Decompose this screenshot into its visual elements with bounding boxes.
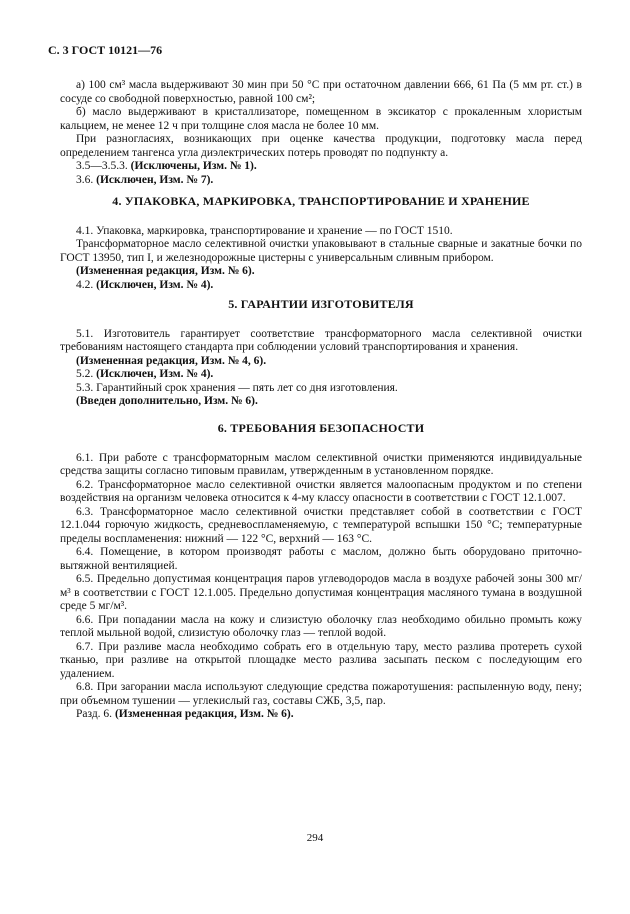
amendment-note: (Исключен, Изм. № 4).: [96, 368, 214, 380]
amendment-note: (Измененная редакция, Изм. № 6).: [114, 708, 294, 720]
section-5: [60, 298, 582, 409]
paragraph-4-2: [60, 279, 582, 293]
section-4: [60, 195, 582, 292]
amendment-note: (Исключен, Изм. № 7).: [96, 173, 214, 186]
paragraph-6-3: 6.3. Трансформаторное масло селективной очистки представляет собой в соответствии с ГОСТ 12.1.044 горючую жидкость, средневоспламеняемую, с температурой вспышки 150 °С; температурные пределы воспламенения: нижний — 122 °С, верхний — 163 °С.: [60, 505, 582, 545]
clause-number: 3.6.: [76, 173, 94, 186]
amendment-note: (Измененная редакция, Изм. № 4, 6).: [76, 354, 267, 367]
clause-number: 4.2.: [76, 278, 94, 291]
paragraph-6-4: 6.4. Помещение, в котором производят работы с маслом, должно быть оборудовано приточно-вытяжной вентиляцией.: [60, 546, 582, 572]
clause-number: 3.5—3.5.3.: [76, 160, 128, 172]
paragraph-5-3: 5.3. Гарантийный срок хранения — пять лет со дня изготовления.: [76, 381, 398, 394]
clause-number: Разд. 6.: [76, 708, 113, 720]
section-5-heading: 5. ГАРАНТИИ ИЗГОТОВИТЕЛЯ: [228, 297, 414, 311]
paragraph-6-7: 6.7. При разливе масла необходимо собрать его в отдельную тару, место разлива протереть сухой тканью, при разливе на открытой площадке место разлива засыпать песком с последующим его удалением.: [60, 640, 582, 680]
paragraph-3-6: [60, 174, 582, 188]
paragraph-4-1-packaging: Трансформаторное масло селективной очистки упаковывают в стальные сварные и закатные бочки по ГОСТ 13950, тип I, и железнодорожные цистерны с универсальным сливным прибором.: [60, 238, 582, 264]
paragraph-section-6-note: [60, 708, 582, 722]
paragraph-6-5: 6.5. Предельно допустимая концентрация паров углеводородов масла в воздухе рабочей зоны 300 мг/м³ в соответствии с ГОСТ 12.1.005. Предельно допустимая концентрация масляного тумана в воздушной среде 5 мг/м³.: [60, 573, 582, 612]
section-6-heading: 6. ТРЕБОВАНИЯ БЕЗОПАСНОСТИ: [217, 421, 425, 435]
paragraph-3-5: [60, 160, 582, 174]
page-header: С. 3 ГОСТ 10121—76: [48, 43, 163, 57]
amendment-note: (Измененная редакция, Изм. № 6).: [76, 265, 255, 277]
section-4-heading: 4. УПАКОВКА, МАРКИРОВКА, ТРАНСПОРТИРОВАНИЕ И ХРАНЕНИЕ: [112, 194, 530, 208]
paragraph-disagreement: При разногласиях, возникающих при оценке качества продукции, подготовку масла перед определением тангенса угла диэлектрических потерь проводят по подпункту а.: [60, 133, 582, 159]
paragraph-b: б) масло выдерживают в кристаллизаторе, помещенном в эксикатор с прокаленным хлористым кальцием, не менее 12 ч при толщине слоя масла не более 10 мм.: [60, 106, 582, 132]
amendment-note: (Введен дополнительно, Изм. № 6).: [76, 395, 258, 407]
section-6: [60, 422, 582, 722]
paragraph-4-1: 4.1. Упаковка, маркировка, транспортирование и хранение — по ГОСТ 1510.: [76, 224, 453, 237]
paragraph-5-2: [60, 368, 582, 382]
amendment-note: (Исключены, Изм. № 1).: [130, 160, 257, 172]
paragraph-6-8: 6.8. При загорании масла используют следующие средства пожаротушения: распыленную воду, пену; при объемном тушении — углекислый газ, составы СЖБ, 3,5, пар.: [60, 681, 582, 707]
paragraph-6-6: 6.6. При попадании масла на кожу и слизистую оболочку глаз необходимо обильно промыть кожу теплой мыльной водой, слизистую оболочку глаз — теплой водой.: [60, 613, 582, 639]
paragraph-a: а) 100 см³ масла выдерживают 30 мин при 50 °С при остаточном давлении 666, 61 Па (5 мм рт. ст.) в сосуде со свободной поверхностью, равной 100 см²;: [60, 79, 582, 105]
clause-number: 5.2.: [76, 368, 94, 380]
paragraph-6-1: 6.1. При работе с трансформаторным маслом селективной очистки применяются индивидуальные средства защиты согласно типовым правилам, утвержденным в установленном порядке.: [60, 451, 582, 477]
amendment-note: (Исключен, Изм. № 4).: [96, 278, 214, 291]
subsection-3-block: [60, 79, 582, 187]
paragraph-6-2: 6.2. Трансформаторное масло селективной очистки является малоопасным продуктом и по степени воздействия на организм человека относится к 4-му классу опасности в соответствии с ГОСТ 12.1.007.: [60, 478, 582, 504]
paragraph-5-1: 5.1. Изготовитель гарантирует соответствие трансформаторного масла селективной очистки требованиям настоящего стандарта при соблюдении условий транспортирования и хранения.: [60, 327, 582, 353]
page-number: 294: [306, 832, 324, 844]
